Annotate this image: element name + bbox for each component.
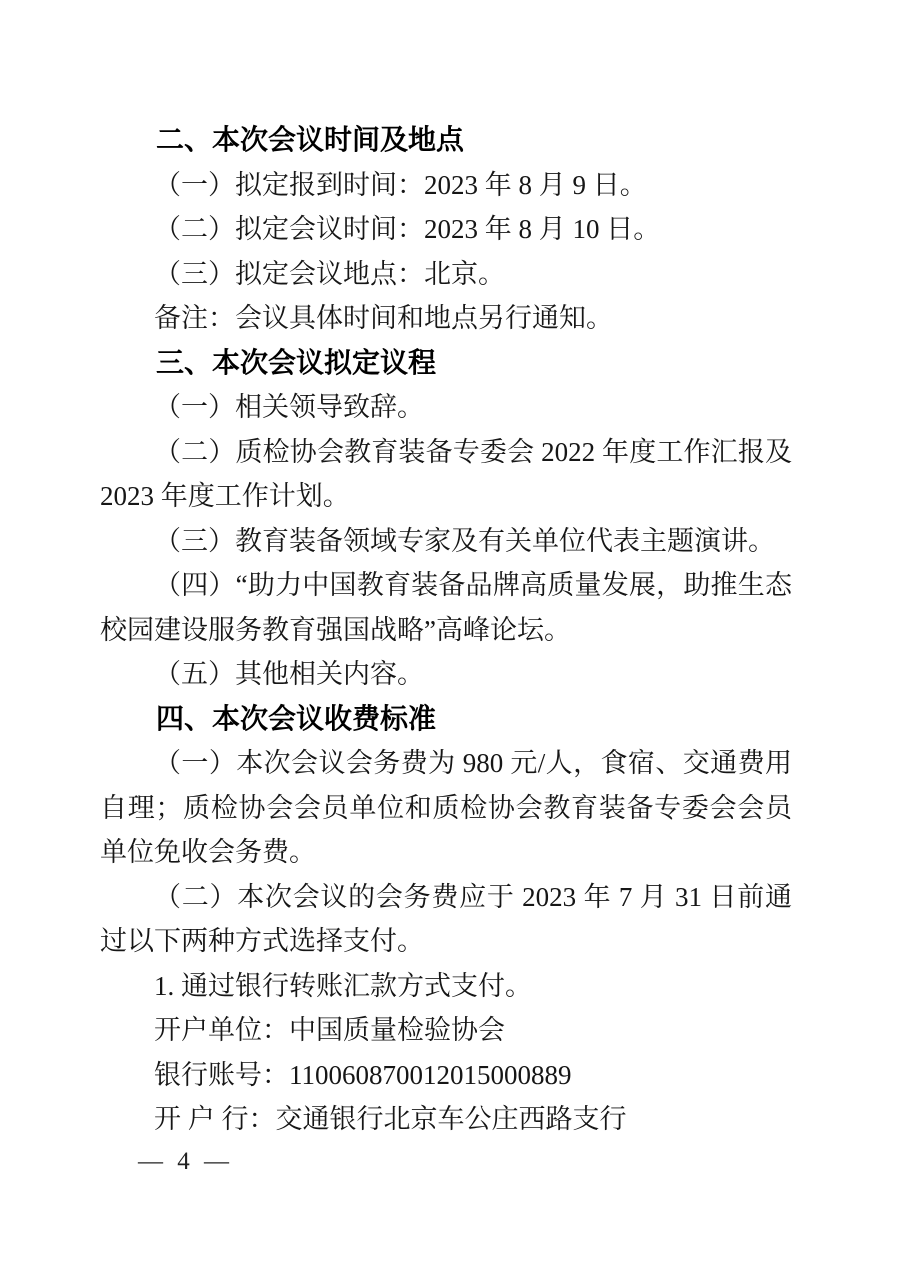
paragraph-meeting-time: （二）拟定会议时间：2023 年 8 月 10 日。 (154, 214, 661, 244)
paragraph-remark: 备注：会议具体时间和地点另行通知。 (154, 303, 613, 333)
paragraph-payment-method-1: 1. 通过银行转账汇款方式支付。 (154, 970, 532, 1001)
paragraph-account-name: 开户单位：中国质量检验协会 (154, 1015, 505, 1045)
paragraph-account-number: 银行账号：110060870012015000889 (154, 1059, 572, 1090)
section-heading-fee-standard: 四、本次会议收费标准 (156, 702, 437, 734)
paragraph-agenda-1: （一）相关领导致辞。 (154, 392, 424, 422)
section-heading-meeting-time-place: 二、本次会议时间及地点 (156, 124, 465, 155)
document-body (100, 118, 792, 1142)
paragraph-agenda-3: （三）教育装备领域专家及有关单位代表主题演讲。 (154, 525, 775, 556)
paragraph-fee-1: （一）本次会议会务费为 980 元/人，食宿、交通费用自理；质检协会会员单位和质检协会教育装备专委会会员单位免收会务费。 (100, 748, 792, 867)
paragraph-agenda-4: （四）“助力中国教育装备品牌高质量发展，助推生态校园建设服务教育强国战略”高峰论坛。 (100, 570, 792, 645)
paragraph-bank-branch: 开 户 行：交通银行北京车公庄西路支行 (154, 1104, 627, 1134)
paragraph-meeting-place: （三）拟定会议地点：北京。 (154, 258, 505, 289)
page-number-footer: — 4 — (138, 1148, 233, 1175)
paragraph-agenda-5: （五）其他相关内容。 (154, 659, 424, 689)
paragraph-fee-2: （二）本次会议的会务费应于 2023 年 7 月 31 日前通过以下两种方式选择支付。 (100, 881, 792, 956)
paragraph-checkin-time: （一）拟定报到时间：2023 年 8 月 9 日。 (154, 169, 647, 200)
paragraph-agenda-2: （二）质检协会教育装备专委会 2022 年度工作汇报及 2023 年度工作计划。 (100, 436, 792, 511)
section-heading-meeting-agenda: 三、本次会议拟定议程 (156, 346, 437, 378)
